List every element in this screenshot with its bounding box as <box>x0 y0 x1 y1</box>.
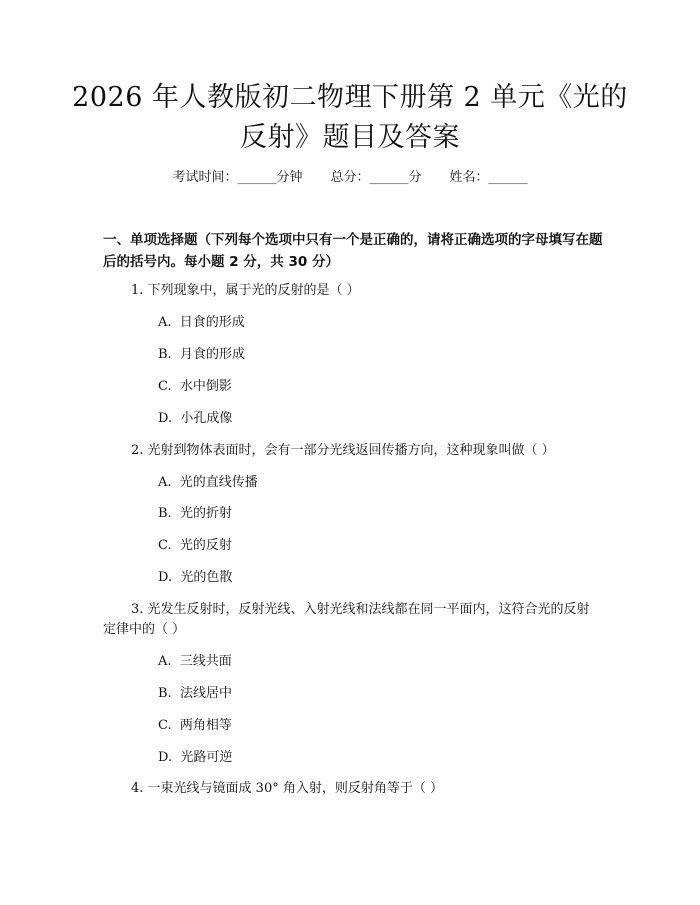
option-c: C. 水中倒影 <box>158 379 232 394</box>
exam-score: 总分：______分 <box>330 170 422 185</box>
option-d: D. 光的色散 <box>158 570 233 585</box>
option-a: A. 三线共面 <box>158 654 232 669</box>
option-a: A. 光的直线传播 <box>158 475 258 490</box>
option-b: B. 光的折射 <box>158 506 232 521</box>
option-d: D. 小孔成像 <box>158 411 233 426</box>
option-b: B. 法线居中 <box>158 686 232 701</box>
exam-meta <box>0 168 700 188</box>
option-a: A. 日食的形成 <box>158 315 245 330</box>
title-line-1: 2026 年人教版初二物理下册第 2 单元《光的 <box>72 82 628 113</box>
option-b: B. 月食的形成 <box>158 347 245 362</box>
section-heading: 一、单项选择题（下列每个选项中只有一个是正确的，请将正确选项的字母填写在题后的括号内。每小题 2 分，共 30 分） <box>103 232 603 270</box>
exam-time: 考试时间：______分钟 <box>172 170 303 185</box>
question-stem: 3. 光发生反射时，反射光线、入射光线和法线都在同一平面内，这符合光的反射定律中的（ ） <box>103 602 590 637</box>
student-name: 姓名：______ <box>449 170 528 185</box>
option-d: D. 光路可逆 <box>158 750 233 765</box>
option-c: C. 光的反射 <box>158 538 232 553</box>
question-stem: 2. 光射到物体表面时，会有一部分光线返回传播方向，这种现象叫做（ ） <box>131 443 555 458</box>
question-stem: 4. 一束光线与镜面成 30° 角入射，则反射角等于（ ） <box>131 781 443 796</box>
title-line-2: 反射》题目及答案 <box>240 122 460 153</box>
page-title <box>60 78 640 158</box>
question-stem: 1. 下列现象中，属于光的反射的是（ ） <box>131 283 360 298</box>
option-c: C. 两角相等 <box>158 718 232 733</box>
